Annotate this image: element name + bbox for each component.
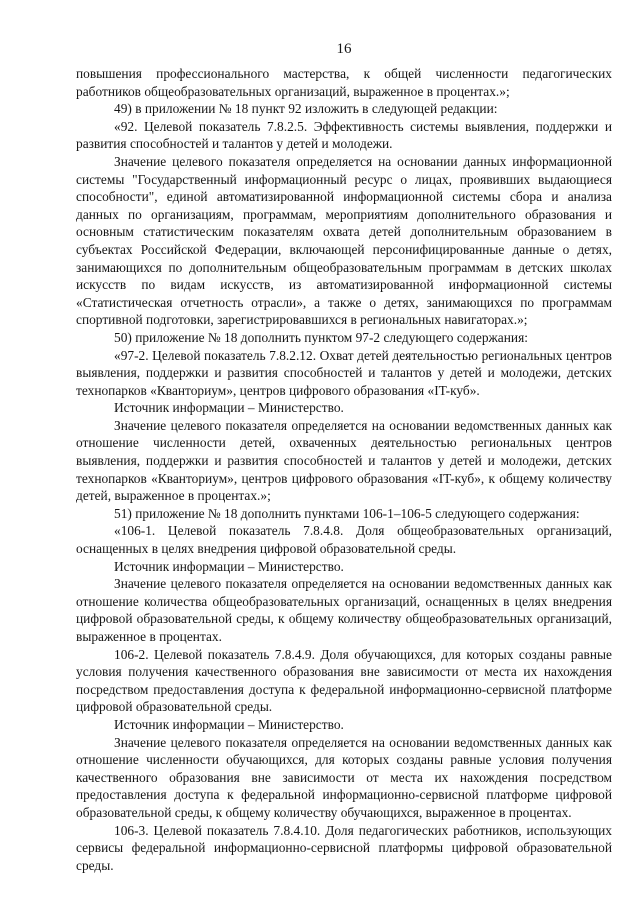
document-page [76, 0, 612, 905]
paragraph-item-49: 49) в приложении № 18 пункт 92 изложить в следующей редакции: [114, 101, 498, 117]
paragraph-point-97-2: «97-2. Целевой показатель 7.8.2.12. Охват детей деятельностью региональных центров выявления, поддержки и развития способностей и талантов у детей и молодежи, детских технопарков «Кванториум», центров цифрового образования «IT-куб». [76, 347, 612, 398]
paragraph-source-97-2: Источник информации – Министерство. [114, 400, 344, 416]
paragraph-point-106-2-value: Значение целевого показателя определяется на основании ведомственных данных как отношение численности обучающихся, для которых созданы равные условия получения качественного образования вне зависимости от места их нахождения посредством предоставления доступа к федеральной информационно-сервисной платформе цифровой образовательной среды, к общему количеству обучающихся, выраженное в процентах. [76, 734, 612, 820]
paragraph-continuation: повышения профессионального мастерства, к общей численности педагогических работников общеобразовательных организаций, выраженное в процентах.»; [76, 66, 612, 99]
paragraph-point-92-value: Значение целевого показателя определяется на основании данных информационной системы "Государственный информационный ресурс о лицах, проявивших выдающиеся способности", единой автоматизированной информационной системы сбора и анализа данных по организациям, программам, мероприятиям дополнительного образования и основным статистическим показателям охвата детей дополнительным образованием в субъектах Российской Федерации, включающей персонифицированные данные о детях, занимающихся по дополнительным общеобразовательным программам в детских школах искусств по видам искусств, из автоматизированной информационной системы «Статистическая отчетность отрасли», а также о детях, занимающихся по программам спортивной подготовки, зарегистрировавшихся в региональных навигаторах.»; [76, 153, 612, 328]
paragraph-point-106-1: «106-1. Целевой показатель 7.8.4.8. Доля общеобразовательных организаций, оснащенных в целях внедрения цифровой образовательной среды. [76, 523, 612, 557]
paragraph-point-97-2-value: Значение целевого показателя определяется на основании ведомственных данных как отношение численности детей, охваченных деятельностью региональных центров выявления, поддержки и развития способностей и талантов у детей и молодежи, детских технопарков «Кванториум», центров цифрового образования «IT-куб», к общему количеству детей, выраженное в процентах.»; [76, 417, 612, 504]
paragraph-point-106-1-value: Значение целевого показателя определяется на основании ведомственных данных как отношение количества общеобразовательных организаций, оснащенных в целях внедрения цифровой образовательной среды, к общему количеству общеобразовательных организаций, выраженное в процентах. [76, 576, 612, 644]
paragraph-source-106-1: Источник информации – Министерство. [114, 558, 344, 574]
page-number: 16 [336, 41, 352, 57]
paragraph-item-51: 51) приложение № 18 дополнить пунктами 106-1–106-5 следующего содержания: [114, 505, 580, 521]
paragraph-point-106-2: 106-2. Целевой показатель 7.8.4.9. Доля обучающихся, для которых созданы равные условия получения качественного образования вне зависимости от места их нахождения посредством предоставления доступа к федеральной информационно-сервисной платформе цифровой образовательной среды. [76, 646, 612, 715]
paragraph-item-50: 50) приложение № 18 дополнить пунктом 97-2 следующего содержания: [114, 329, 528, 345]
document-body [76, 65, 612, 874]
paragraph-point-92: «92. Целевой показатель 7.8.2.5. Эффективность системы выявления, поддержки и развития способностей и талантов у детей и молодежи. [76, 118, 612, 152]
paragraph-point-106-3: 106-3. Целевой показатель 7.8.4.10. Доля педагогических работников, использующих сервисы федеральной информационно-сервисной платформы цифровой образовательной среды. [76, 822, 612, 873]
paragraph-source-106-2: Источник информации – Министерство. [114, 716, 344, 732]
